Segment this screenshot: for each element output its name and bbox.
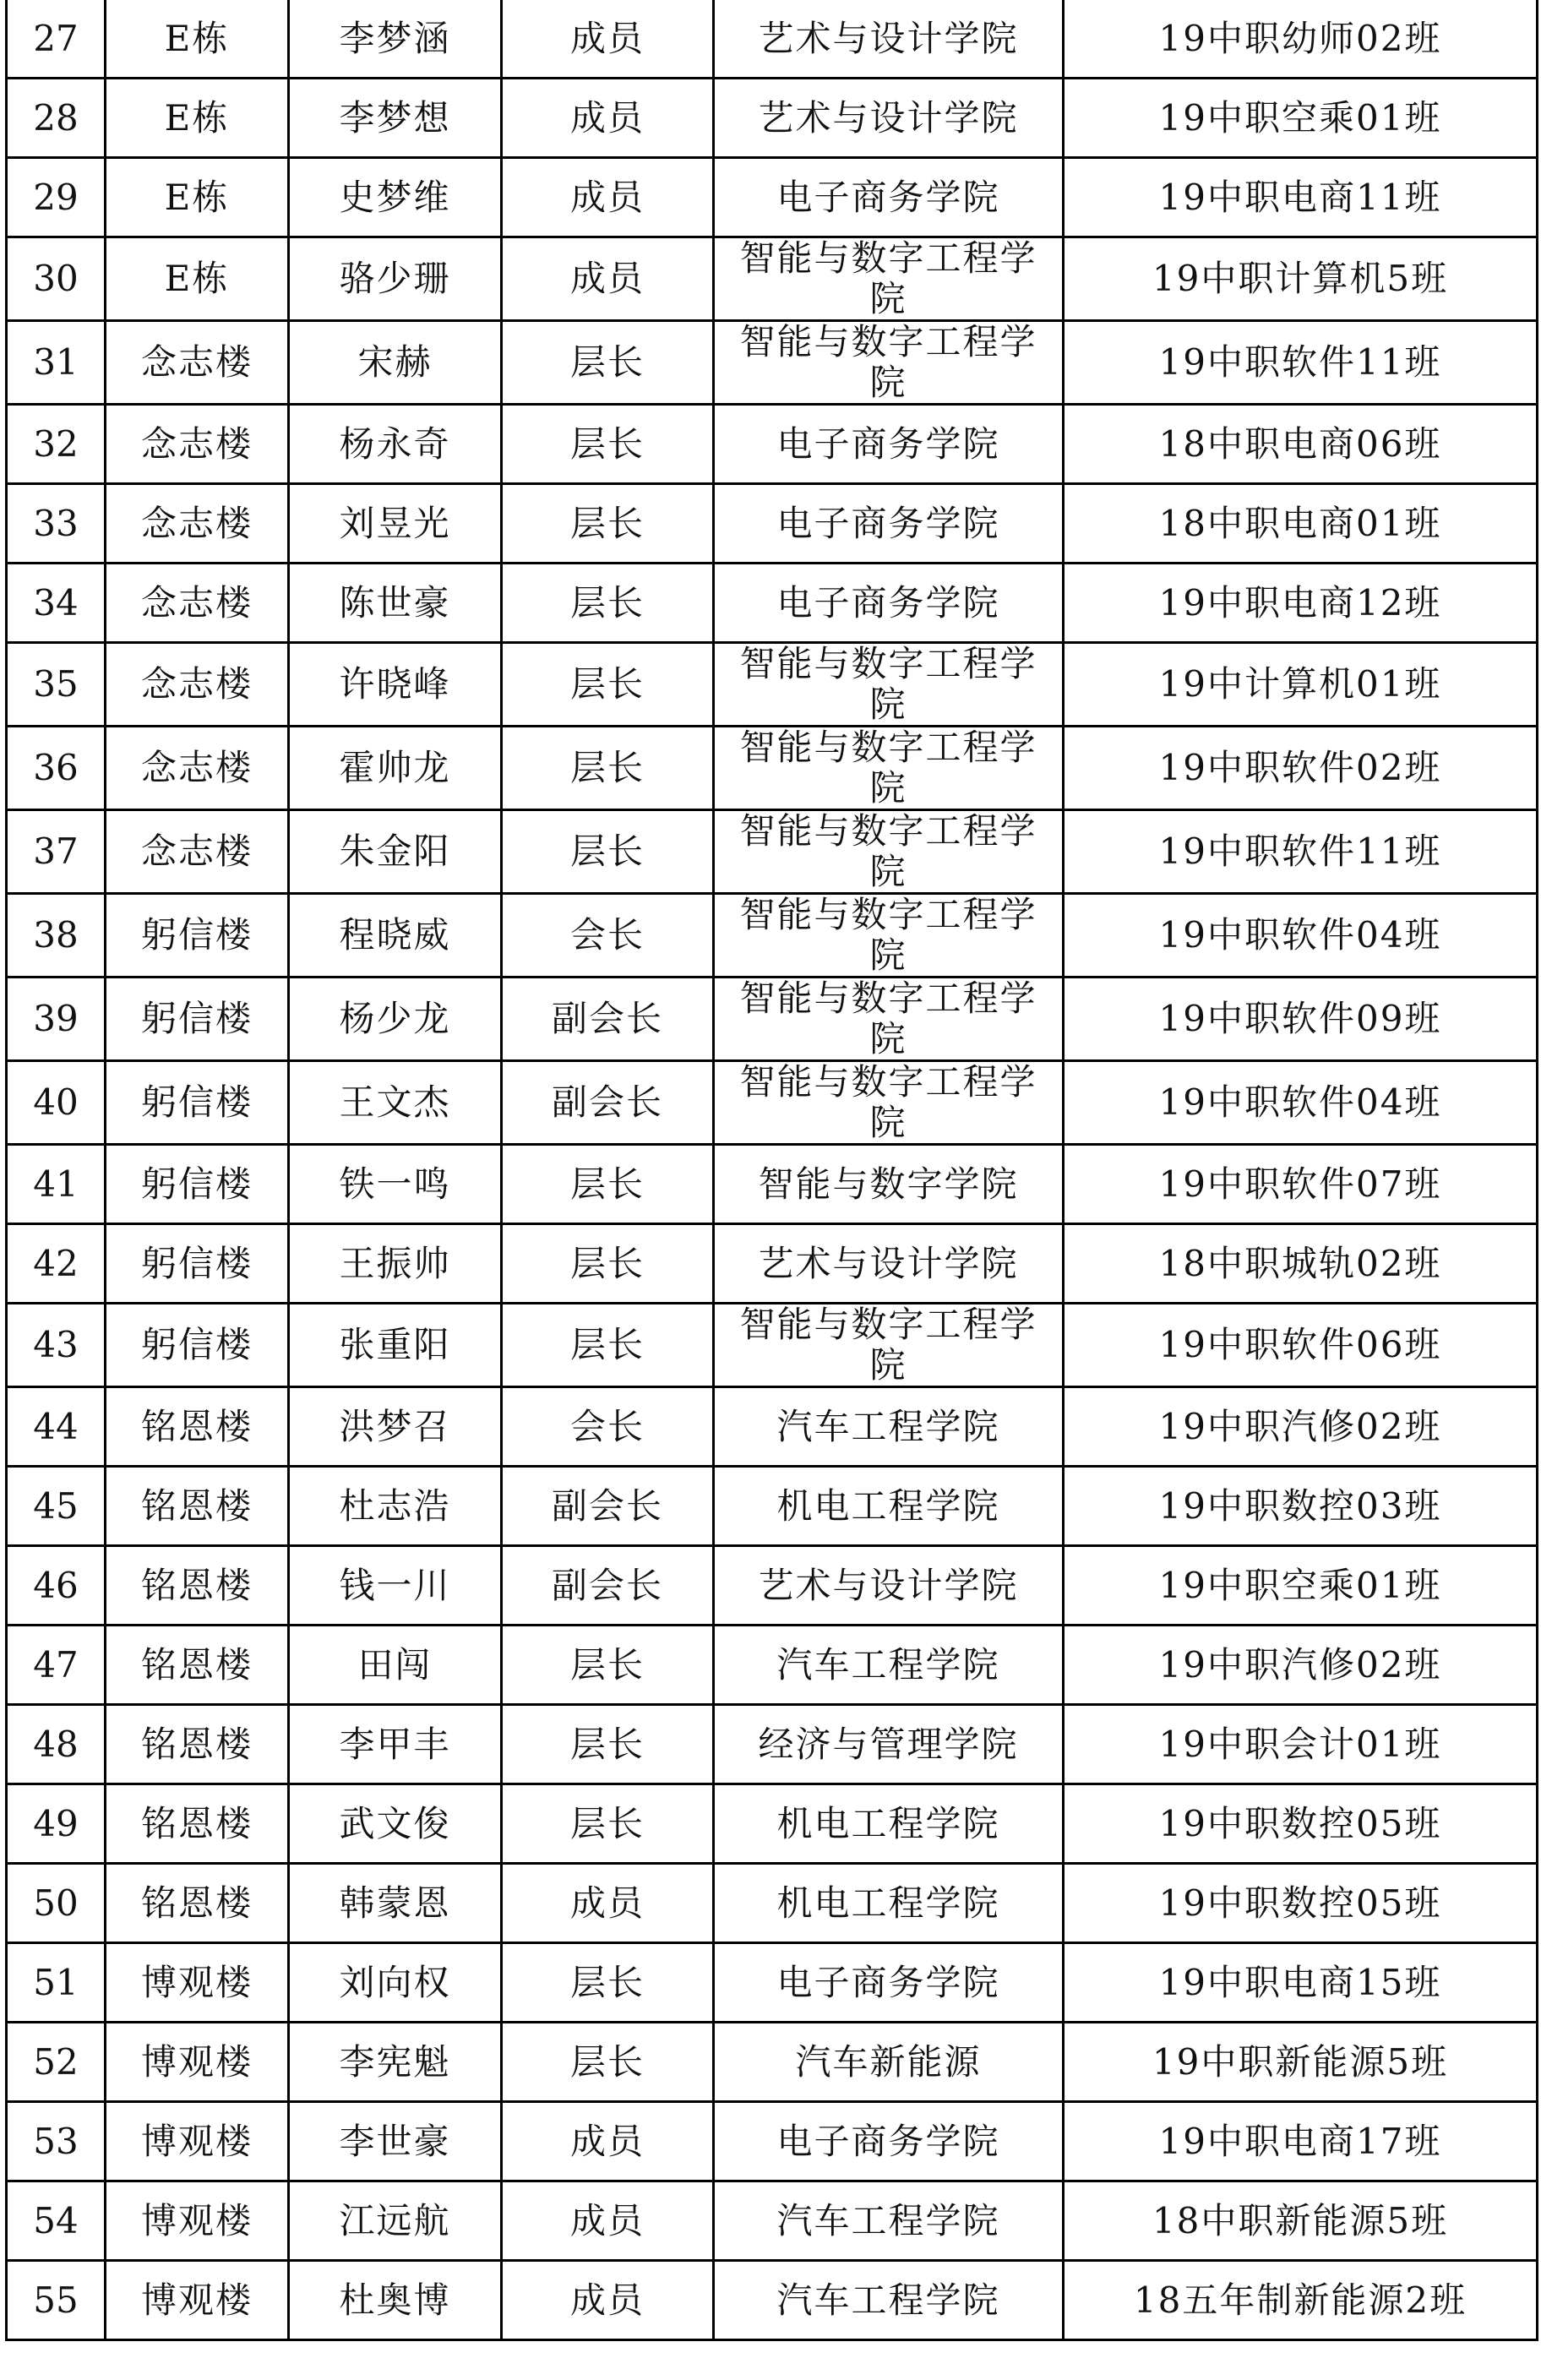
table-row bbox=[7, 405, 1538, 484]
row-number-cell: 30 bbox=[7, 237, 106, 321]
college-cell: 智能与数字工程学院 bbox=[714, 727, 1064, 810]
table-row bbox=[7, 158, 1538, 237]
class-cell: 19中职汽修02班 bbox=[1064, 1387, 1538, 1467]
college-cell: 艺术与设计学院 bbox=[714, 1224, 1064, 1304]
college-cell: 智能与数字工程学院 bbox=[714, 321, 1064, 405]
table-row bbox=[7, 1943, 1538, 2023]
member-name-cell: 李宪魁 bbox=[289, 2023, 502, 2102]
row-number-cell: 32 bbox=[7, 405, 106, 484]
college-cell: 机电工程学院 bbox=[714, 1467, 1064, 1546]
member-name-cell: 韩蒙恩 bbox=[289, 1864, 502, 1943]
member-name-cell: 武文俊 bbox=[289, 1784, 502, 1864]
table-row bbox=[7, 1304, 1538, 1387]
member-name-cell: 刘昱光 bbox=[289, 484, 502, 564]
role-cell: 层长 bbox=[502, 727, 714, 810]
class-cell: 19中职软件04班 bbox=[1064, 1061, 1538, 1145]
member-name-cell: 刘向权 bbox=[289, 1943, 502, 2023]
building-cell: 博观楼 bbox=[106, 2102, 289, 2181]
building-cell: 博观楼 bbox=[106, 2023, 289, 2102]
building-cell: 躬信楼 bbox=[106, 978, 289, 1061]
member-name-cell: 王文杰 bbox=[289, 1061, 502, 1145]
table-row bbox=[7, 79, 1538, 158]
member-name-cell: 程晓威 bbox=[289, 894, 502, 978]
row-number-cell: 39 bbox=[7, 978, 106, 1061]
college-cell: 汽车工程学院 bbox=[714, 2181, 1064, 2261]
class-cell: 19中职电商12班 bbox=[1064, 564, 1538, 643]
row-number-cell: 40 bbox=[7, 1061, 106, 1145]
role-cell: 层长 bbox=[502, 1224, 714, 1304]
roster-table-body bbox=[7, 0, 1538, 2340]
member-name-cell: 骆少珊 bbox=[289, 237, 502, 321]
row-number-cell: 43 bbox=[7, 1304, 106, 1387]
member-name-cell: 朱金阳 bbox=[289, 810, 502, 894]
college-cell: 智能与数字工程学院 bbox=[714, 1061, 1064, 1145]
college-cell: 机电工程学院 bbox=[714, 1784, 1064, 1864]
row-number-cell: 31 bbox=[7, 321, 106, 405]
building-cell: 念志楼 bbox=[106, 321, 289, 405]
building-cell: 铭恩楼 bbox=[106, 1864, 289, 1943]
class-cell: 19中计算机01班 bbox=[1064, 643, 1538, 727]
role-cell: 成员 bbox=[502, 2261, 714, 2340]
building-cell: 躬信楼 bbox=[106, 1145, 289, 1224]
role-cell: 层长 bbox=[502, 405, 714, 484]
building-cell: 铭恩楼 bbox=[106, 1387, 289, 1467]
row-number-cell: 51 bbox=[7, 1943, 106, 2023]
college-cell: 汽车工程学院 bbox=[714, 1626, 1064, 1705]
college-cell: 汽车工程学院 bbox=[714, 1387, 1064, 1467]
building-cell: E栋 bbox=[106, 158, 289, 237]
member-name-cell: 霍帅龙 bbox=[289, 727, 502, 810]
member-name-cell: 李世豪 bbox=[289, 2102, 502, 2181]
row-number-cell: 50 bbox=[7, 1864, 106, 1943]
row-number-cell: 28 bbox=[7, 79, 106, 158]
building-cell: 念志楼 bbox=[106, 810, 289, 894]
row-number-cell: 35 bbox=[7, 643, 106, 727]
building-cell: 博观楼 bbox=[106, 2181, 289, 2261]
class-cell: 19中职计算机5班 bbox=[1064, 237, 1538, 321]
member-name-cell: 杜志浩 bbox=[289, 1467, 502, 1546]
class-cell: 19中职幼师02班 bbox=[1064, 0, 1538, 79]
building-cell: 躬信楼 bbox=[106, 1061, 289, 1145]
table-row bbox=[7, 1546, 1538, 1626]
role-cell: 层长 bbox=[502, 564, 714, 643]
row-number-cell: 46 bbox=[7, 1546, 106, 1626]
row-number-cell: 27 bbox=[7, 0, 106, 79]
college-cell: 智能与数字工程学院 bbox=[714, 1304, 1064, 1387]
row-number-cell: 52 bbox=[7, 2023, 106, 2102]
role-cell: 层长 bbox=[502, 643, 714, 727]
table-row bbox=[7, 1626, 1538, 1705]
role-cell: 层长 bbox=[502, 1943, 714, 2023]
role-cell: 成员 bbox=[502, 2181, 714, 2261]
building-cell: 铭恩楼 bbox=[106, 1626, 289, 1705]
member-name-cell: 张重阳 bbox=[289, 1304, 502, 1387]
row-number-cell: 55 bbox=[7, 2261, 106, 2340]
member-name-cell: 铁一鸣 bbox=[289, 1145, 502, 1224]
building-cell: 念志楼 bbox=[106, 405, 289, 484]
class-cell: 19中职电商15班 bbox=[1064, 1943, 1538, 2023]
role-cell: 层长 bbox=[502, 484, 714, 564]
row-number-cell: 49 bbox=[7, 1784, 106, 1864]
class-cell: 19中职软件02班 bbox=[1064, 727, 1538, 810]
member-name-cell: 江远航 bbox=[289, 2181, 502, 2261]
member-name-cell: 王振帅 bbox=[289, 1224, 502, 1304]
college-cell: 艺术与设计学院 bbox=[714, 79, 1064, 158]
building-cell: 躬信楼 bbox=[106, 894, 289, 978]
table-row bbox=[7, 321, 1538, 405]
member-name-cell: 李梦涵 bbox=[289, 0, 502, 79]
table-row bbox=[7, 237, 1538, 321]
college-cell: 智能与数字工程学院 bbox=[714, 810, 1064, 894]
table-row bbox=[7, 894, 1538, 978]
role-cell: 层长 bbox=[502, 1626, 714, 1705]
college-cell: 艺术与设计学院 bbox=[714, 1546, 1064, 1626]
college-cell: 电子商务学院 bbox=[714, 405, 1064, 484]
row-number-cell: 47 bbox=[7, 1626, 106, 1705]
role-cell: 成员 bbox=[502, 158, 714, 237]
class-cell: 19中职软件06班 bbox=[1064, 1304, 1538, 1387]
member-name-cell: 许晓峰 bbox=[289, 643, 502, 727]
class-cell: 19中职软件11班 bbox=[1064, 321, 1538, 405]
class-cell: 18中职城轨02班 bbox=[1064, 1224, 1538, 1304]
class-cell: 19中职电商17班 bbox=[1064, 2102, 1538, 2181]
class-cell: 18中职电商01班 bbox=[1064, 484, 1538, 564]
table-row bbox=[7, 484, 1538, 564]
role-cell: 会长 bbox=[502, 894, 714, 978]
table-row bbox=[7, 1705, 1538, 1784]
college-cell: 智能与数字工程学院 bbox=[714, 894, 1064, 978]
class-cell: 19中职软件09班 bbox=[1064, 978, 1538, 1061]
table-row bbox=[7, 564, 1538, 643]
class-cell: 19中职软件04班 bbox=[1064, 894, 1538, 978]
class-cell: 19中职数控03班 bbox=[1064, 1467, 1538, 1546]
table-row bbox=[7, 1224, 1538, 1304]
table-row bbox=[7, 2102, 1538, 2181]
building-cell: 铭恩楼 bbox=[106, 1705, 289, 1784]
table-row bbox=[7, 0, 1538, 79]
role-cell: 成员 bbox=[502, 0, 714, 79]
table-row bbox=[7, 643, 1538, 727]
table-row bbox=[7, 978, 1538, 1061]
member-name-cell: 钱一川 bbox=[289, 1546, 502, 1626]
role-cell: 层长 bbox=[502, 1705, 714, 1784]
role-cell: 成员 bbox=[502, 79, 714, 158]
role-cell: 成员 bbox=[502, 1864, 714, 1943]
college-cell: 电子商务学院 bbox=[714, 484, 1064, 564]
table-row bbox=[7, 1061, 1538, 1145]
member-name-cell: 李甲丰 bbox=[289, 1705, 502, 1784]
row-number-cell: 48 bbox=[7, 1705, 106, 1784]
role-cell: 副会长 bbox=[502, 1467, 714, 1546]
building-cell: E栋 bbox=[106, 0, 289, 79]
member-name-cell: 杨永奇 bbox=[289, 405, 502, 484]
class-cell: 19中职数控05班 bbox=[1064, 1784, 1538, 1864]
row-number-cell: 34 bbox=[7, 564, 106, 643]
row-number-cell: 54 bbox=[7, 2181, 106, 2261]
role-cell: 层长 bbox=[502, 1304, 714, 1387]
row-number-cell: 33 bbox=[7, 484, 106, 564]
class-cell: 19中职空乘01班 bbox=[1064, 1546, 1538, 1626]
class-cell: 18中职新能源5班 bbox=[1064, 2181, 1538, 2261]
table-row bbox=[7, 727, 1538, 810]
role-cell: 成员 bbox=[502, 237, 714, 321]
class-cell: 19中职会计01班 bbox=[1064, 1705, 1538, 1784]
building-cell: 念志楼 bbox=[106, 727, 289, 810]
college-cell: 智能与数字工程学院 bbox=[714, 237, 1064, 321]
table-row bbox=[7, 1145, 1538, 1224]
building-cell: 念志楼 bbox=[106, 643, 289, 727]
college-cell: 智能与数字学院 bbox=[714, 1145, 1064, 1224]
building-cell: 躬信楼 bbox=[106, 1224, 289, 1304]
row-number-cell: 53 bbox=[7, 2102, 106, 2181]
table-row bbox=[7, 1784, 1538, 1864]
member-roster-table bbox=[5, 0, 1538, 2341]
row-number-cell: 44 bbox=[7, 1387, 106, 1467]
class-cell: 19中职电商11班 bbox=[1064, 158, 1538, 237]
table-row bbox=[7, 2261, 1538, 2340]
college-cell: 电子商务学院 bbox=[714, 2102, 1064, 2181]
class-cell: 19中职空乘01班 bbox=[1064, 79, 1538, 158]
building-cell: 铭恩楼 bbox=[106, 1467, 289, 1546]
college-cell: 电子商务学院 bbox=[714, 564, 1064, 643]
building-cell: 念志楼 bbox=[106, 484, 289, 564]
building-cell: 铭恩楼 bbox=[106, 1784, 289, 1864]
row-number-cell: 29 bbox=[7, 158, 106, 237]
building-cell: 念志楼 bbox=[106, 564, 289, 643]
row-number-cell: 45 bbox=[7, 1467, 106, 1546]
member-name-cell: 李梦想 bbox=[289, 79, 502, 158]
member-name-cell: 史梦维 bbox=[289, 158, 502, 237]
building-cell: E栋 bbox=[106, 79, 289, 158]
class-cell: 19中职新能源5班 bbox=[1064, 2023, 1538, 2102]
row-number-cell: 37 bbox=[7, 810, 106, 894]
table-row bbox=[7, 810, 1538, 894]
table-row bbox=[7, 1864, 1538, 1943]
member-name-cell: 田闯 bbox=[289, 1626, 502, 1705]
college-cell: 智能与数字工程学院 bbox=[714, 643, 1064, 727]
class-cell: 19中职数控05班 bbox=[1064, 1864, 1538, 1943]
class-cell: 18中职电商06班 bbox=[1064, 405, 1538, 484]
building-cell: 躬信楼 bbox=[106, 1304, 289, 1387]
role-cell: 副会长 bbox=[502, 1061, 714, 1145]
table-row bbox=[7, 1467, 1538, 1546]
member-name-cell: 杨少龙 bbox=[289, 978, 502, 1061]
college-cell: 电子商务学院 bbox=[714, 1943, 1064, 2023]
building-cell: E栋 bbox=[106, 237, 289, 321]
row-number-cell: 38 bbox=[7, 894, 106, 978]
college-cell: 电子商务学院 bbox=[714, 158, 1064, 237]
row-number-cell: 41 bbox=[7, 1145, 106, 1224]
class-cell: 19中职软件07班 bbox=[1064, 1145, 1538, 1224]
member-name-cell: 宋赫 bbox=[289, 321, 502, 405]
college-cell: 智能与数字工程学院 bbox=[714, 978, 1064, 1061]
role-cell: 层长 bbox=[502, 2023, 714, 2102]
college-cell: 艺术与设计学院 bbox=[714, 0, 1064, 79]
building-cell: 博观楼 bbox=[106, 2261, 289, 2340]
role-cell: 层长 bbox=[502, 810, 714, 894]
member-name-cell: 洪梦召 bbox=[289, 1387, 502, 1467]
member-name-cell: 杜奥博 bbox=[289, 2261, 502, 2340]
table-row bbox=[7, 2181, 1538, 2261]
table-row bbox=[7, 1387, 1538, 1467]
row-number-cell: 42 bbox=[7, 1224, 106, 1304]
college-cell: 经济与管理学院 bbox=[714, 1705, 1064, 1784]
role-cell: 副会长 bbox=[502, 1546, 714, 1626]
role-cell: 层长 bbox=[502, 321, 714, 405]
building-cell: 博观楼 bbox=[106, 1943, 289, 2023]
member-name-cell: 陈世豪 bbox=[289, 564, 502, 643]
role-cell: 成员 bbox=[502, 2102, 714, 2181]
role-cell: 副会长 bbox=[502, 978, 714, 1061]
college-cell: 汽车新能源 bbox=[714, 2023, 1064, 2102]
role-cell: 层长 bbox=[502, 1145, 714, 1224]
row-number-cell: 36 bbox=[7, 727, 106, 810]
building-cell: 铭恩楼 bbox=[106, 1546, 289, 1626]
college-cell: 机电工程学院 bbox=[714, 1864, 1064, 1943]
college-cell: 汽车工程学院 bbox=[714, 2261, 1064, 2340]
role-cell: 会长 bbox=[502, 1387, 714, 1467]
table-row bbox=[7, 2023, 1538, 2102]
class-cell: 18五年制新能源2班 bbox=[1064, 2261, 1538, 2340]
class-cell: 19中职汽修02班 bbox=[1064, 1626, 1538, 1705]
role-cell: 层长 bbox=[502, 1784, 714, 1864]
class-cell: 19中职软件11班 bbox=[1064, 810, 1538, 894]
